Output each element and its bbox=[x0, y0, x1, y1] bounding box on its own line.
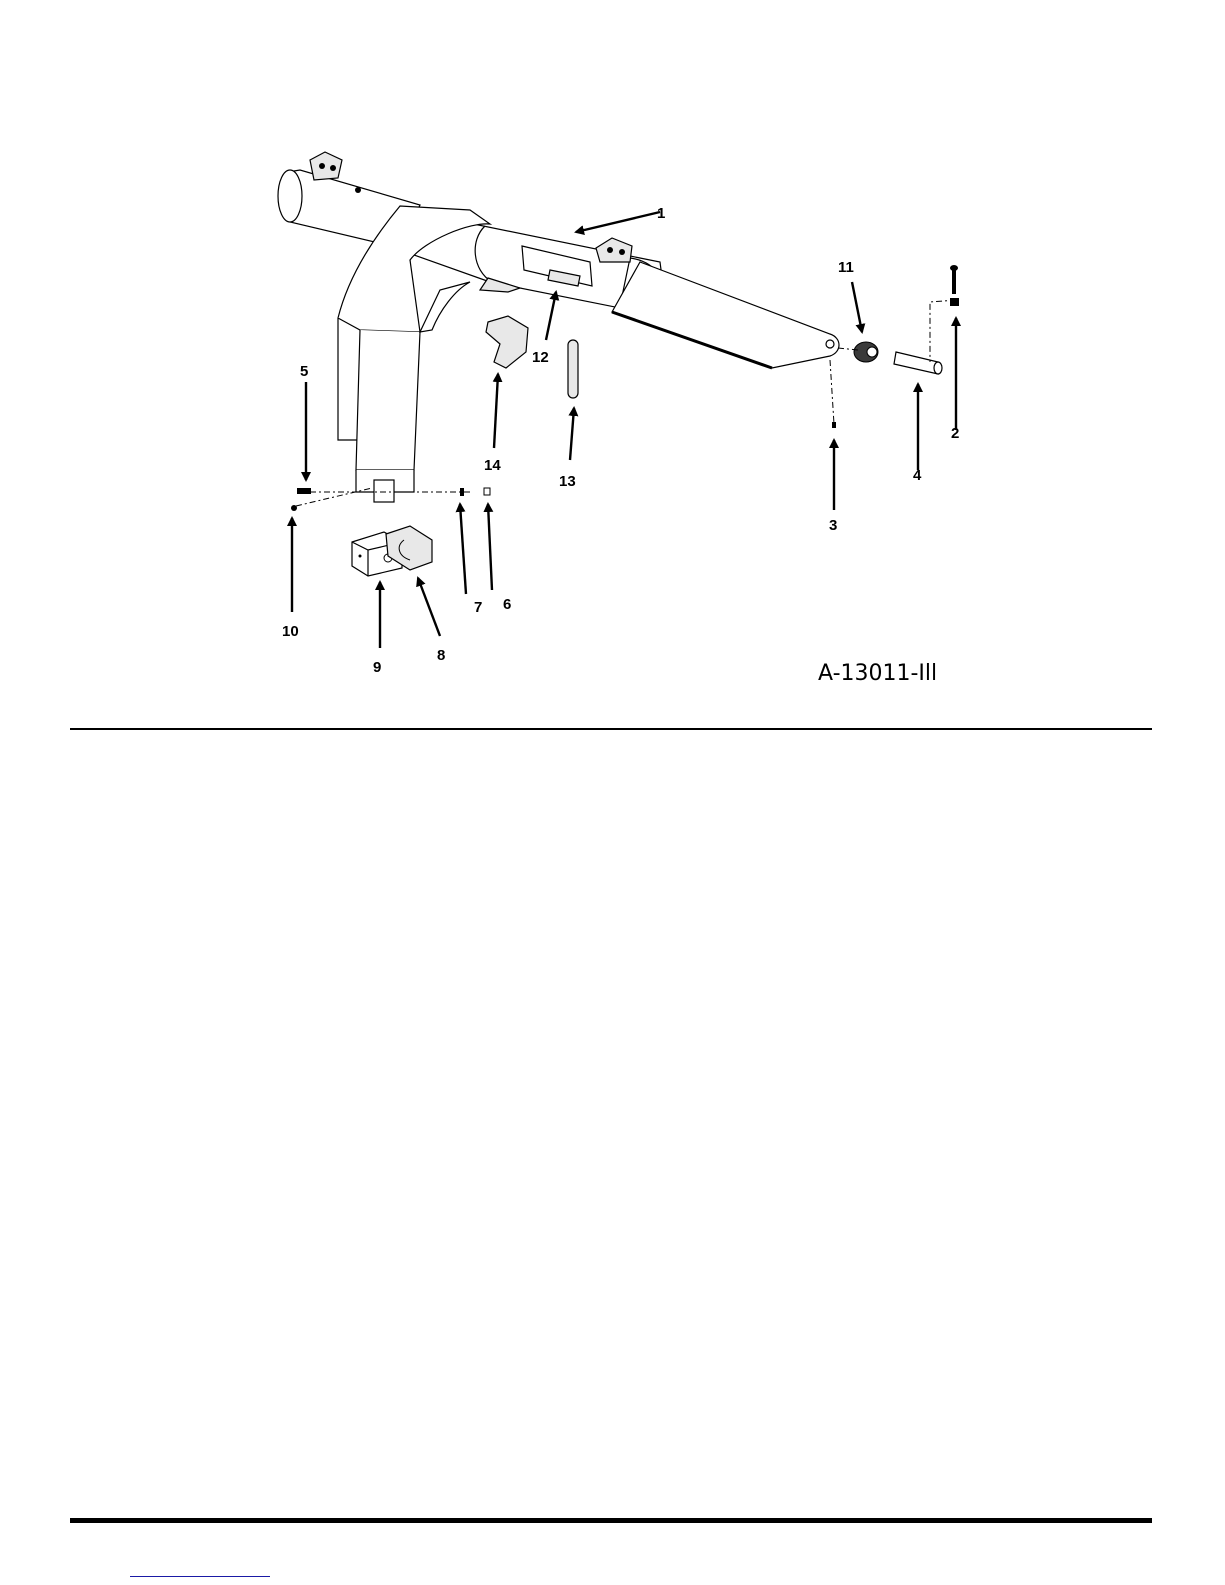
callout-12: 12 bbox=[532, 349, 549, 366]
bracket-part bbox=[486, 316, 528, 368]
nut-part bbox=[950, 298, 959, 306]
figure-id: A-13011-Ill bbox=[818, 661, 938, 686]
setscrew-part bbox=[832, 422, 836, 428]
washer-part bbox=[460, 488, 464, 496]
callout-1: 1 bbox=[657, 205, 666, 222]
bolt-part bbox=[952, 268, 956, 294]
footer-link-underline[interactable] bbox=[130, 1576, 270, 1577]
link-part bbox=[568, 340, 578, 398]
callout-3: 3 bbox=[829, 517, 838, 534]
boom-assembly bbox=[278, 152, 839, 502]
callout-2: 2 bbox=[951, 425, 960, 442]
callout-14: 14 bbox=[484, 457, 501, 474]
callout-5: 5 bbox=[300, 363, 309, 380]
section-divider bbox=[70, 728, 1152, 730]
callout-13: 13 bbox=[559, 473, 576, 490]
callout-11: 11 bbox=[838, 259, 854, 276]
callout-6: 6 bbox=[503, 596, 512, 613]
callout-10: 10 bbox=[282, 623, 299, 640]
callout-4: 4 bbox=[913, 467, 922, 484]
callout-8: 8 bbox=[437, 647, 446, 664]
bolt-part bbox=[297, 488, 311, 494]
fitting-part bbox=[291, 505, 297, 511]
callout-7: 7 bbox=[474, 599, 483, 616]
nut-part bbox=[484, 488, 490, 495]
page-footer-rule bbox=[70, 1518, 1152, 1523]
callout-9: 9 bbox=[373, 659, 382, 676]
pin-part bbox=[894, 352, 938, 374]
